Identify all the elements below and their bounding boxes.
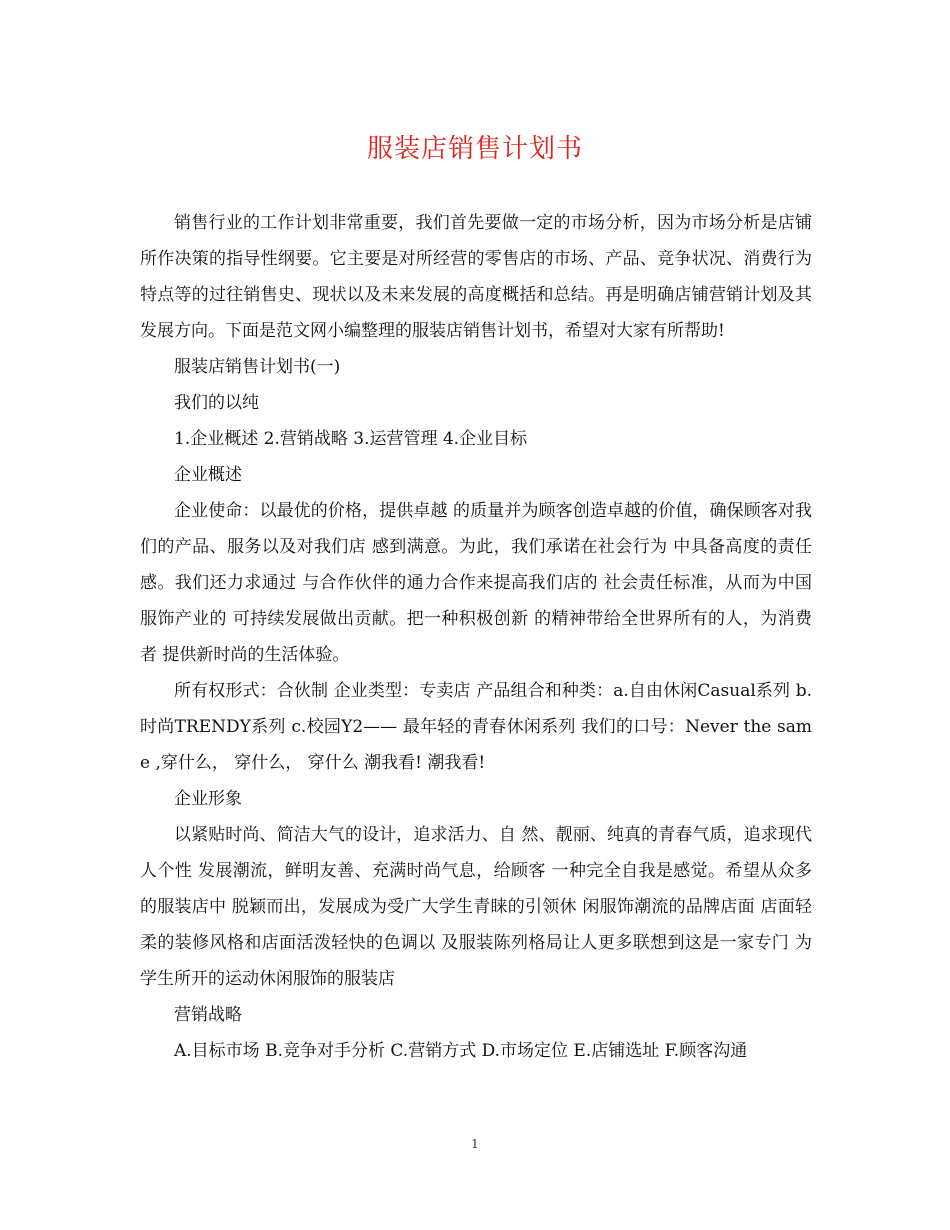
image-paragraph: 以紧贴时尚、简洁大气的设计，追求活力、自 然、靓丽、纯真的青春气质，追求现代人个性 发展潮流，鲜明友善、充满时尚气息，给顾客 一种完全自我是感觉。希望从众多的服装店中 脱颖而出，发展成为受广大学生青睐的引领休 闲服饰潮流的品牌店面 店面轻柔的装修风格和店面活泼轻快的色调以 及服装陈列格局让人更多联想到这是一家专门 为学生所开的运动休闲服饰的服装店: [140, 825, 812, 989]
section-heading-plan-one: 服装店销售计划书(一): [174, 357, 341, 377]
heading-company-overview: 企业概述: [174, 465, 242, 485]
outline-list: 1.企业概述 2.营销战略 3.运营管理 4.企业目标: [174, 429, 528, 449]
intro-paragraph: 销售行业的工作计划非常重要，我们首先要做一定的市场分析，因为市场分析是店铺所作决策的指导性纲要。它主要是对所经营的零售店的市场、产品、竞争状况、消费行为特点等的过往销售史、现状以及未来发展的高度概括和总结。再是明确店铺营销计划及其发展方向。下面是范文网小编整理的服装店销售计划书，希望对大家有所帮助!: [140, 213, 812, 341]
heading-company-image: 企业形象: [174, 789, 242, 809]
page-number: 1: [471, 1137, 479, 1151]
document-title: 服装店销售计划书: [366, 134, 583, 164]
strategy-list: A.目标市场 B.竞争对手分析 C.营销方式 D.市场定位 E.店铺选址 F.顾客沟通: [174, 1041, 748, 1061]
ownership-paragraph: 所有权形式：合伙制 企业类型：专卖店 产品组合和种类：a.自由休闲Casual系列 b.时尚TRENDY系列 c.校园Y2—— 最年轻的青春休闲系列 我们的口号：Never the same ,穿什么， 穿什么， 穿什么 潮我看! 潮我看!: [140, 681, 812, 773]
document-body: [140, 205, 812, 1069]
mission-paragraph: 企业使命：以最优的价格，提供卓越 的质量并为顾客创造卓越的价值，确保顾客对我们的产品、服务以及对我们店 感到满意。为此，我们承诺在社会行为 中具备高度的责任感。我们还力求通过 与合作伙伴的通力合作来提高我们店的 社会责任标准，从而为中国服饰产业的 可持续发展做出贡献。把一种积极创新 的精神带给全世界所有的人，为消费者 提供新时尚的生活体验。: [140, 501, 812, 665]
subheading-our-brand: 我们的以纯: [174, 393, 259, 413]
heading-marketing-strategy: 营销战略: [174, 1005, 242, 1025]
